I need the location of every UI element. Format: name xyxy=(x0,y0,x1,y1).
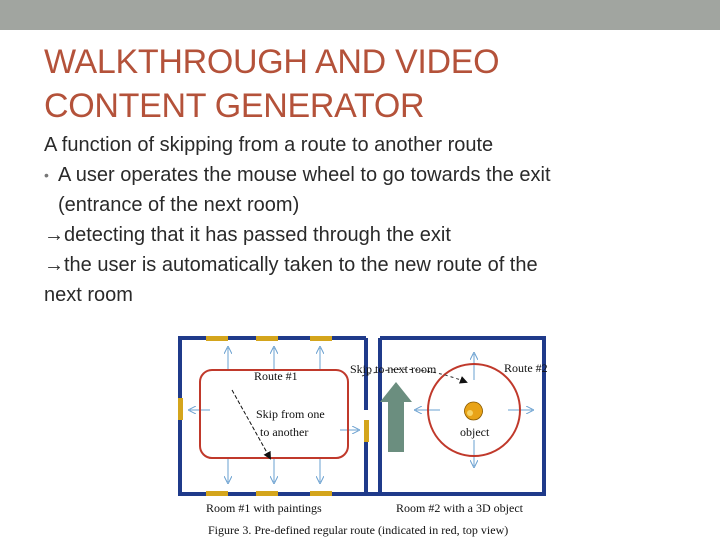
bullet-text-line-1: A user operates the mouse wheel to go towards the exit xyxy=(58,164,551,186)
room-2-caption: Room #2 with a 3D object xyxy=(396,501,523,515)
figure-caption: Figure 3. Pre-defined regular route (indicated in red, top view) xyxy=(208,523,509,537)
route-diagram xyxy=(170,330,560,540)
object-icon xyxy=(465,402,483,420)
bullet-item xyxy=(44,160,684,190)
route-2-label: Route #2 xyxy=(504,361,548,375)
room-walls xyxy=(180,334,544,494)
room-1-caption: Room #1 with paintings xyxy=(206,501,322,515)
skip-from-line-1: Skip from one xyxy=(256,407,325,421)
bullet-icon: • xyxy=(44,167,49,183)
title-line-1: WALKTHROUGH AND VIDEO xyxy=(44,43,500,81)
skip-from-line-2: to another xyxy=(260,425,309,439)
body-line: A function of skipping from a route to another route xyxy=(44,134,494,156)
arrow-line-1: →detecting that it has passed through the exit xyxy=(44,224,451,246)
top-bar xyxy=(0,0,720,30)
slide-title xyxy=(44,40,499,128)
arrow-line-2b: next room xyxy=(44,284,133,306)
object-label: object xyxy=(460,425,490,439)
exit-arrow-icon xyxy=(380,382,412,452)
skip-diagonal-arrow xyxy=(232,390,270,458)
arrow-line-2a: →the user is automatically taken to the new route of the xyxy=(44,254,538,276)
route-1-label: Route #1 xyxy=(254,369,298,383)
route-figure xyxy=(170,330,560,540)
skip-label: Skip to next room xyxy=(350,362,437,376)
title-line-2: CONTENT GENERATOR xyxy=(44,87,425,125)
bullet-text-line-2: (entrance of the next room) xyxy=(58,194,300,216)
slide-body xyxy=(44,130,684,310)
